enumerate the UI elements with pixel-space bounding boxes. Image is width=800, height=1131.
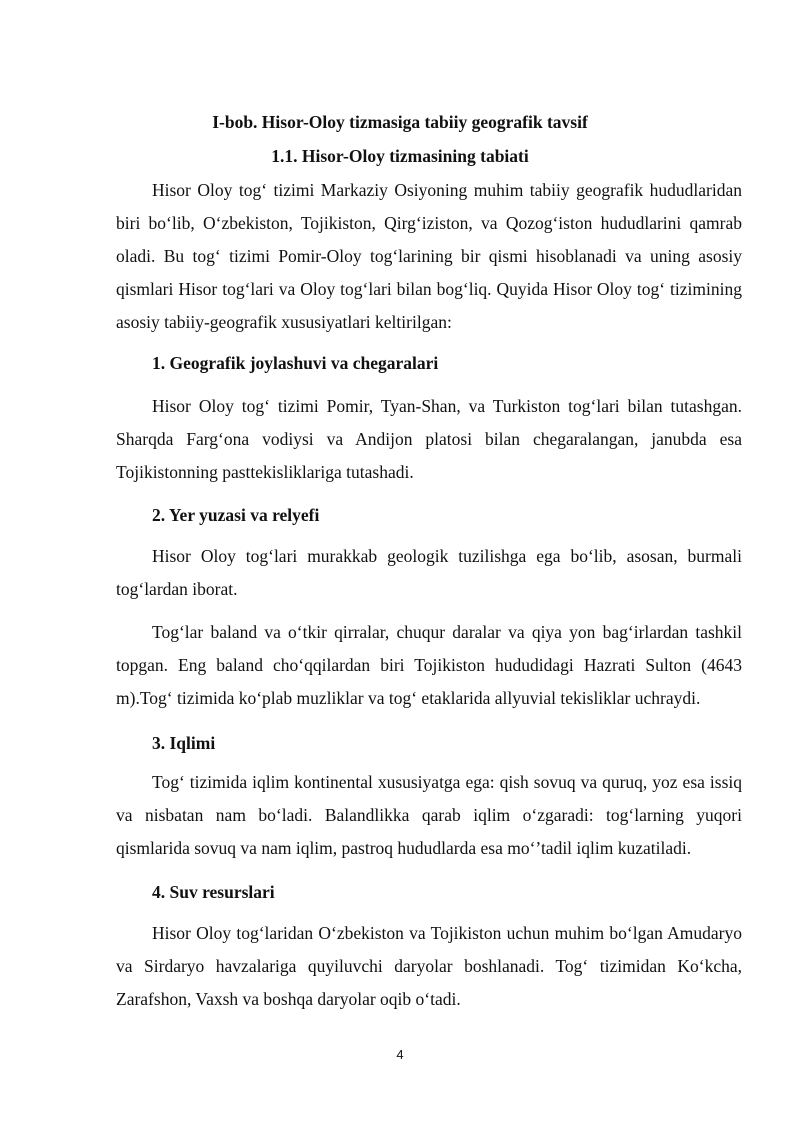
section-heading-geography: 1. Geografik joylashuvi va chegaralari	[152, 353, 439, 373]
paragraph-relief-2: Tog‘lar baland va o‘tkir qirralar, chuqur daralar va qiya yon bag‘irlardan tashkil topgan. Eng baland cho‘qqilardan biri Tojikiston hududidagi Hazrati Sulton (4643 m).Tog‘ tizimida ko‘plab muzliklar va tog‘ etaklarida allyuvial tekisliklar uchraydi.	[116, 622, 742, 708]
paragraph-climate: Tog‘ tizimida iqlim kontinental xususiyatga ega: qish sovuq va quruq, yoz esa issiq va nisbatan nam bo‘ladi. Balandlikka qarab iqlim o‘zgaradi: tog‘larning yuqori qismlarida sovuq va nam iqlim, pastroq hududlarda esa mo‘’tadil iqlim kuzatiladi.	[116, 772, 742, 858]
section-heading-water: 4. Suv resurslari	[152, 882, 275, 902]
paragraph-relief-1: Hisor Oloy tog‘lari murakkab geologik tuzilishga ega bo‘lib, asosan, burmali tog‘lardan iborat.	[116, 546, 742, 599]
paragraph-geography: Hisor Oloy tog‘ tizimi Pomir, Tyan-Shan, va Turkiston tog‘lari bilan tutashgan. Sharqda Farg‘ona vodiysi va Andijon platosi bilan chegaralangan, janubda esa Tojikistonning pasttekisliklariga tutashadi.	[116, 396, 742, 482]
section-heading-relief: 2. Yer yuzasi va relyefi	[152, 505, 320, 525]
page-number: 4	[396, 1047, 404, 1062]
intro-paragraph: Hisor Oloy tog‘ tizimi Markaziy Osiyoning muhim tabiiy geografik hududlaridan biri bo‘lib, O‘zbekiston, Tojikiston, Qirg‘iziston, va Qozog‘iston hududlarini qamrab oladi. Bu tog‘ tizimi Pomir-Oloy tog‘larining bir qismi hisoblanadi va uning asosiy qismlari Hisor tog‘lari va Oloy tog‘lari bilan bog‘liq. Quyida Hisor Oloy tog‘ tizimining asosiy tabiiy-geografik xususiyatlari keltirilgan:	[116, 180, 742, 332]
chapter-title: I-bob. Hisor-Oloy tizmasiga tabiiy geografik tavsif	[212, 112, 588, 132]
section-heading-climate: 3. Iqlimi	[152, 733, 216, 753]
section-title: 1.1. Hisor-Oloy tizmasining tabiati	[271, 146, 529, 166]
paragraph-water: Hisor Oloy tog‘laridan O‘zbekiston va Tojikiston uchun muhim bo‘lgan Amudaryo va Sirdaryo havzalariga quyiluvchi daryolar boshlanadi. Tog‘ tizimidan Ko‘kcha, Zarafshon, Vaxsh va boshqa daryolar oqib o‘tadi.	[116, 923, 742, 1009]
